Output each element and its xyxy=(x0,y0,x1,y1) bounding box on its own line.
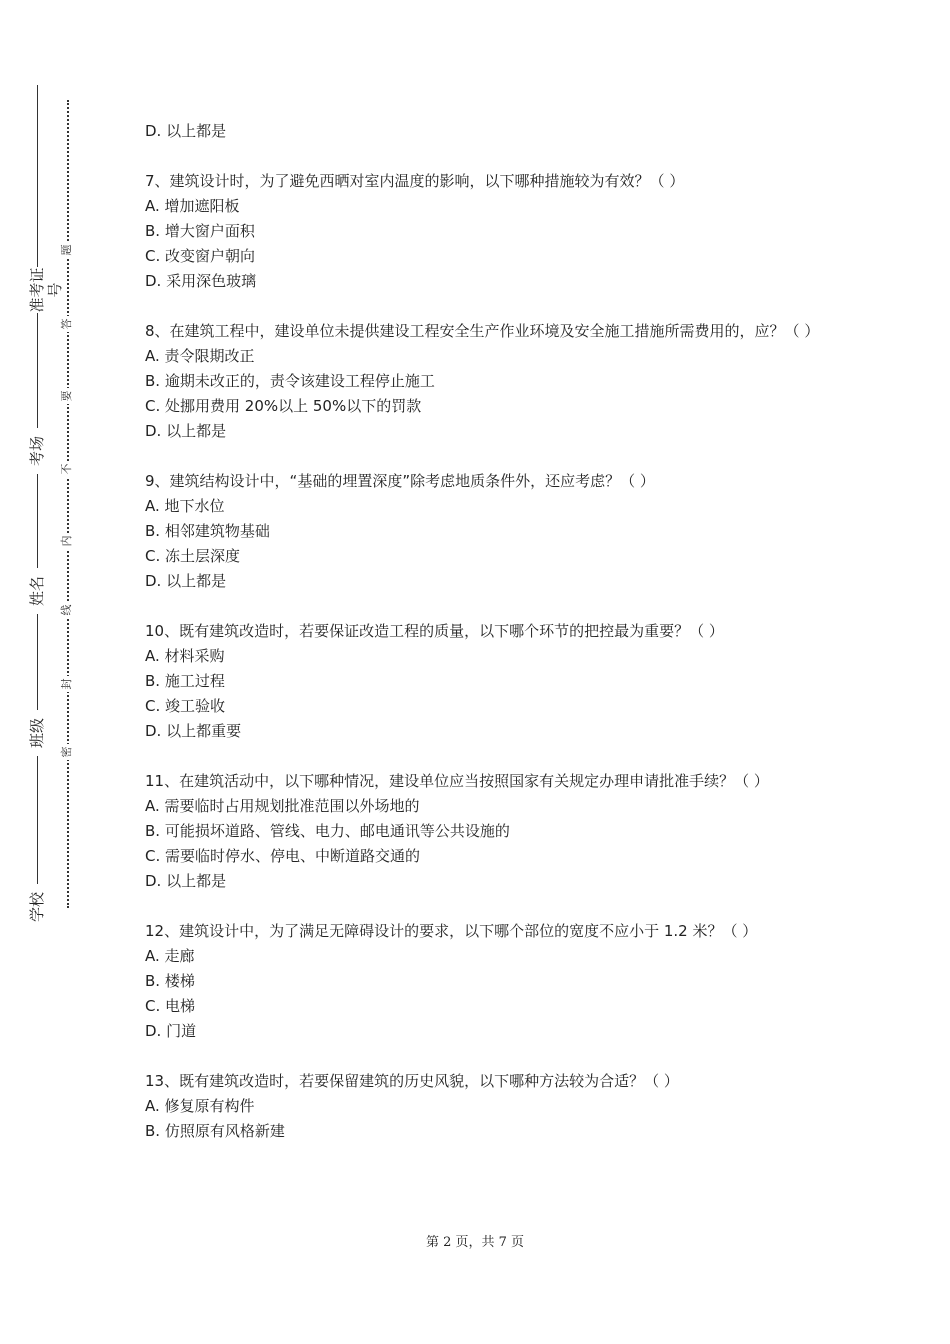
option-c: C. 冻土层深度 xyxy=(145,547,241,565)
option-b: B. 施工过程 xyxy=(145,672,225,690)
exam-room-label: 考场 xyxy=(28,428,46,474)
question-list xyxy=(145,119,825,1169)
binding-line xyxy=(37,85,38,925)
option-c: C. 处挪用费用 20%以上 50%以下的罚款 xyxy=(145,397,422,415)
question-13 xyxy=(145,1069,825,1144)
option-d: D. 以上都是 xyxy=(145,572,227,590)
option-b: B. 楼梯 xyxy=(145,972,195,990)
question-12 xyxy=(145,919,825,1044)
option-d: D. 以上都重要 xyxy=(145,722,242,740)
option-b: B. 可能损坏道路、管线、电力、邮电通讯等公共设施的 xyxy=(145,822,510,840)
option-c: C. 竣工验收 xyxy=(145,697,226,715)
question-stem: 11、在建筑活动中，以下哪种情况，建设单位应当按照国家有关规定办理申请批准手续？（ ） xyxy=(145,772,769,790)
class-label: 班级 xyxy=(28,710,46,756)
option-c: C. 电梯 xyxy=(145,997,196,1015)
question-7 xyxy=(145,169,825,294)
seal-char: 答 xyxy=(59,316,75,332)
name-label: 姓名 xyxy=(28,568,46,614)
page-number: 第 2 页，共 7 页 xyxy=(425,1235,525,1250)
question-stem: 13、既有建筑改造时，若要保留建筑的历史风貌，以下哪种方法较为合适？（ ） xyxy=(145,1072,679,1090)
option-d: D. 采用深色玻璃 xyxy=(145,272,257,290)
question-10 xyxy=(145,619,825,744)
option-a: A. 需要临时占用规划批准范围以外场地的 xyxy=(145,797,420,815)
option-a: A. 增加遮阳板 xyxy=(145,197,240,215)
option-d: D. 以上都是 xyxy=(145,422,227,440)
question-stem: 9、建筑结构设计中，“基础的埋置深度”除考虑地质条件外，还应考虑？（ ） xyxy=(145,472,655,490)
question-8 xyxy=(145,319,825,444)
seal-char: 要 xyxy=(59,388,75,404)
option-c: C. 需要临时停水、停电、中断道路交通的 xyxy=(145,847,421,865)
question-fragment xyxy=(145,119,825,144)
option-a: A. 地下水位 xyxy=(145,497,225,515)
option-b: B. 逾期未改正的，责令该建设工程停止施工 xyxy=(145,372,435,390)
seal-char: 内 xyxy=(59,533,75,549)
seal-char: 密 xyxy=(59,744,75,760)
question-stem: 10、既有建筑改造时，若要保证改造工程的质量，以下哪个环节的把控最为重要？（ ） xyxy=(145,622,724,640)
seal-char: 题 xyxy=(59,242,75,258)
question-stem: 12、建筑设计中，为了满足无障碍设计的要求，以下哪个部位的宽度不应小于 1.2 米？（ ） xyxy=(145,922,758,940)
question-9 xyxy=(145,469,825,594)
option-b: B. 仿照原有风格新建 xyxy=(145,1122,285,1140)
question-stem: 8、在建筑工程中，建设单位未提供建设工程安全生产作业环境及安全施工措施所需费用的，应？（ ） xyxy=(145,322,820,340)
seal-char: 线 xyxy=(59,602,75,618)
option-a: A. 走廊 xyxy=(145,947,195,965)
option-d: D. 门道 xyxy=(145,1022,197,1040)
question-stem: 7、建筑设计时，为了避免西晒对室内温度的影响，以下哪种措施较为有效？（ ） xyxy=(145,172,685,190)
option-b: B. 相邻建筑物基础 xyxy=(145,522,270,540)
option-c: C. 改变窗户朝向 xyxy=(145,247,256,265)
option-a: A. 修复原有构件 xyxy=(145,1097,255,1115)
school-label: 学校 xyxy=(28,884,46,930)
option-a: A. 责令限期改正 xyxy=(145,347,255,365)
option-b: B. 增大窗户面积 xyxy=(145,222,255,240)
seal-char: 不 xyxy=(59,461,75,477)
option-d: D. 以上都是 xyxy=(145,122,227,140)
option-a: A. 材料采购 xyxy=(145,647,225,665)
option-d: D. 以上都是 xyxy=(145,872,227,890)
exam-number-label: 准考证号 xyxy=(28,267,64,313)
seal-dotted-line xyxy=(67,100,69,908)
question-11 xyxy=(145,769,825,894)
seal-char: 封 xyxy=(59,676,75,692)
